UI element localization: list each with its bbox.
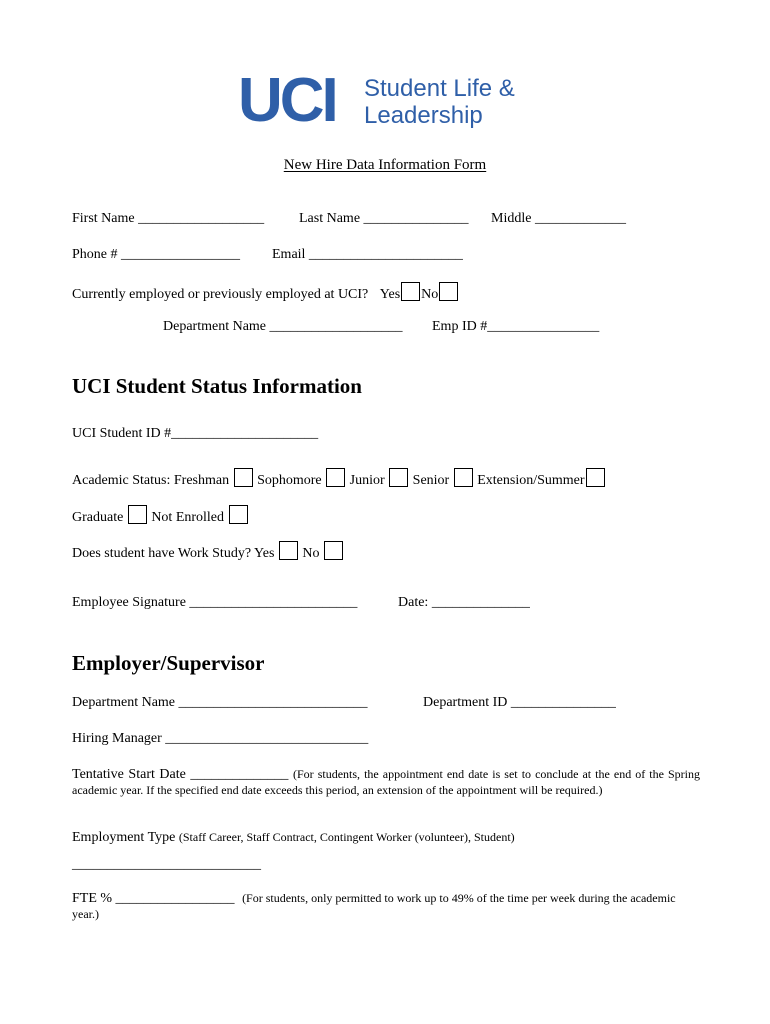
employment-type-note: (Staff Career, Staff Contract, Contingent Worker (volunteer), Student) <box>178 830 515 844</box>
not-enrolled-checkbox[interactable] <box>229 505 248 524</box>
employed-row <box>72 282 459 303</box>
student-id-field[interactable]: UCI Student ID #_____________________ <box>72 426 319 441</box>
sophomore-label: Sophomore <box>257 473 322 488</box>
employed-no-label: No <box>421 287 439 302</box>
senior-checkbox[interactable] <box>454 468 473 487</box>
middle-name-field[interactable]: Middle _____________ <box>491 211 626 226</box>
logo-line-2: Leadership <box>364 102 483 129</box>
logo-line-1: Student Life & <box>364 75 515 102</box>
graduate-checkbox[interactable] <box>128 505 147 524</box>
department-name-field[interactable]: Department Name ___________________ <box>163 319 403 334</box>
work-study-yes-label: Yes <box>254 546 275 561</box>
start-date-block <box>72 767 700 799</box>
employment-type-label: Employment Type <box>72 830 176 845</box>
employer-department-name-field[interactable]: Department Name ___________________________ <box>72 695 368 710</box>
work-study-no-label: No <box>302 546 320 561</box>
first-name-field[interactable]: First Name __________________ <box>72 211 265 226</box>
academic-status-label: Academic Status: <box>72 473 171 488</box>
academic-status-row <box>72 468 606 489</box>
form-title <box>0 157 770 173</box>
employed-yes-checkbox[interactable] <box>401 282 420 301</box>
signature-date-field[interactable]: Date: ______________ <box>398 595 530 610</box>
hiring-manager-field[interactable]: Hiring Manager _____________________________ <box>72 731 369 746</box>
emp-id-field[interactable]: Emp ID #________________ <box>432 319 600 334</box>
sophomore-checkbox[interactable] <box>326 468 345 487</box>
extension-checkbox[interactable] <box>586 468 605 487</box>
employed-question: Currently employed or previously employed at UCI? <box>72 287 369 302</box>
form-title-text: New Hire Data Information Form <box>283 157 487 173</box>
email-field[interactable]: Email ______________________ <box>272 247 463 262</box>
freshman-label: Freshman <box>173 473 230 488</box>
logo-mark: UCI <box>238 66 336 135</box>
not-enrolled-label: Not Enrolled <box>151 510 225 525</box>
employment-type-field[interactable]: ___________________________ <box>72 857 261 872</box>
employment-type-row <box>72 830 515 846</box>
employer-department-id-field[interactable]: Department ID _______________ <box>423 695 616 710</box>
work-study-question: Does student have Work Study? <box>72 546 252 561</box>
student-status-heading: UCI Student Status Information <box>72 374 362 398</box>
start-date-note: (For students, the appointment end date is set to conclude at the end of the Spring academic year. If the specified end date exceeds this period, an extension of the appointment will be required.) <box>72 767 701 797</box>
work-study-no-checkbox[interactable] <box>324 541 343 560</box>
fte-note: (For students, only permitted to work up to 49% of the time per week during the academic year.) <box>72 891 676 921</box>
last-name-field[interactable]: Last Name _______________ <box>299 211 469 226</box>
work-study-yes-checkbox[interactable] <box>279 541 298 560</box>
employee-signature-field[interactable]: Employee Signature ________________________ <box>72 595 358 610</box>
senior-label: Senior <box>412 473 450 488</box>
graduate-row <box>72 505 249 526</box>
work-study-row <box>72 541 344 562</box>
start-date-field[interactable]: Tentative Start Date ______________ <box>72 767 289 782</box>
employed-yes-label: Yes <box>379 287 401 302</box>
extension-label: Extension/Summer <box>477 473 585 488</box>
employed-no-checkbox[interactable] <box>439 282 458 301</box>
freshman-checkbox[interactable] <box>234 468 253 487</box>
fte-block <box>72 891 692 923</box>
graduate-label: Graduate <box>72 510 124 525</box>
phone-field[interactable]: Phone # _________________ <box>72 247 240 262</box>
employer-heading: Employer/Supervisor <box>72 651 265 675</box>
junior-label: Junior <box>349 473 385 488</box>
junior-checkbox[interactable] <box>389 468 408 487</box>
fte-field[interactable]: FTE % _________________ <box>72 891 235 906</box>
